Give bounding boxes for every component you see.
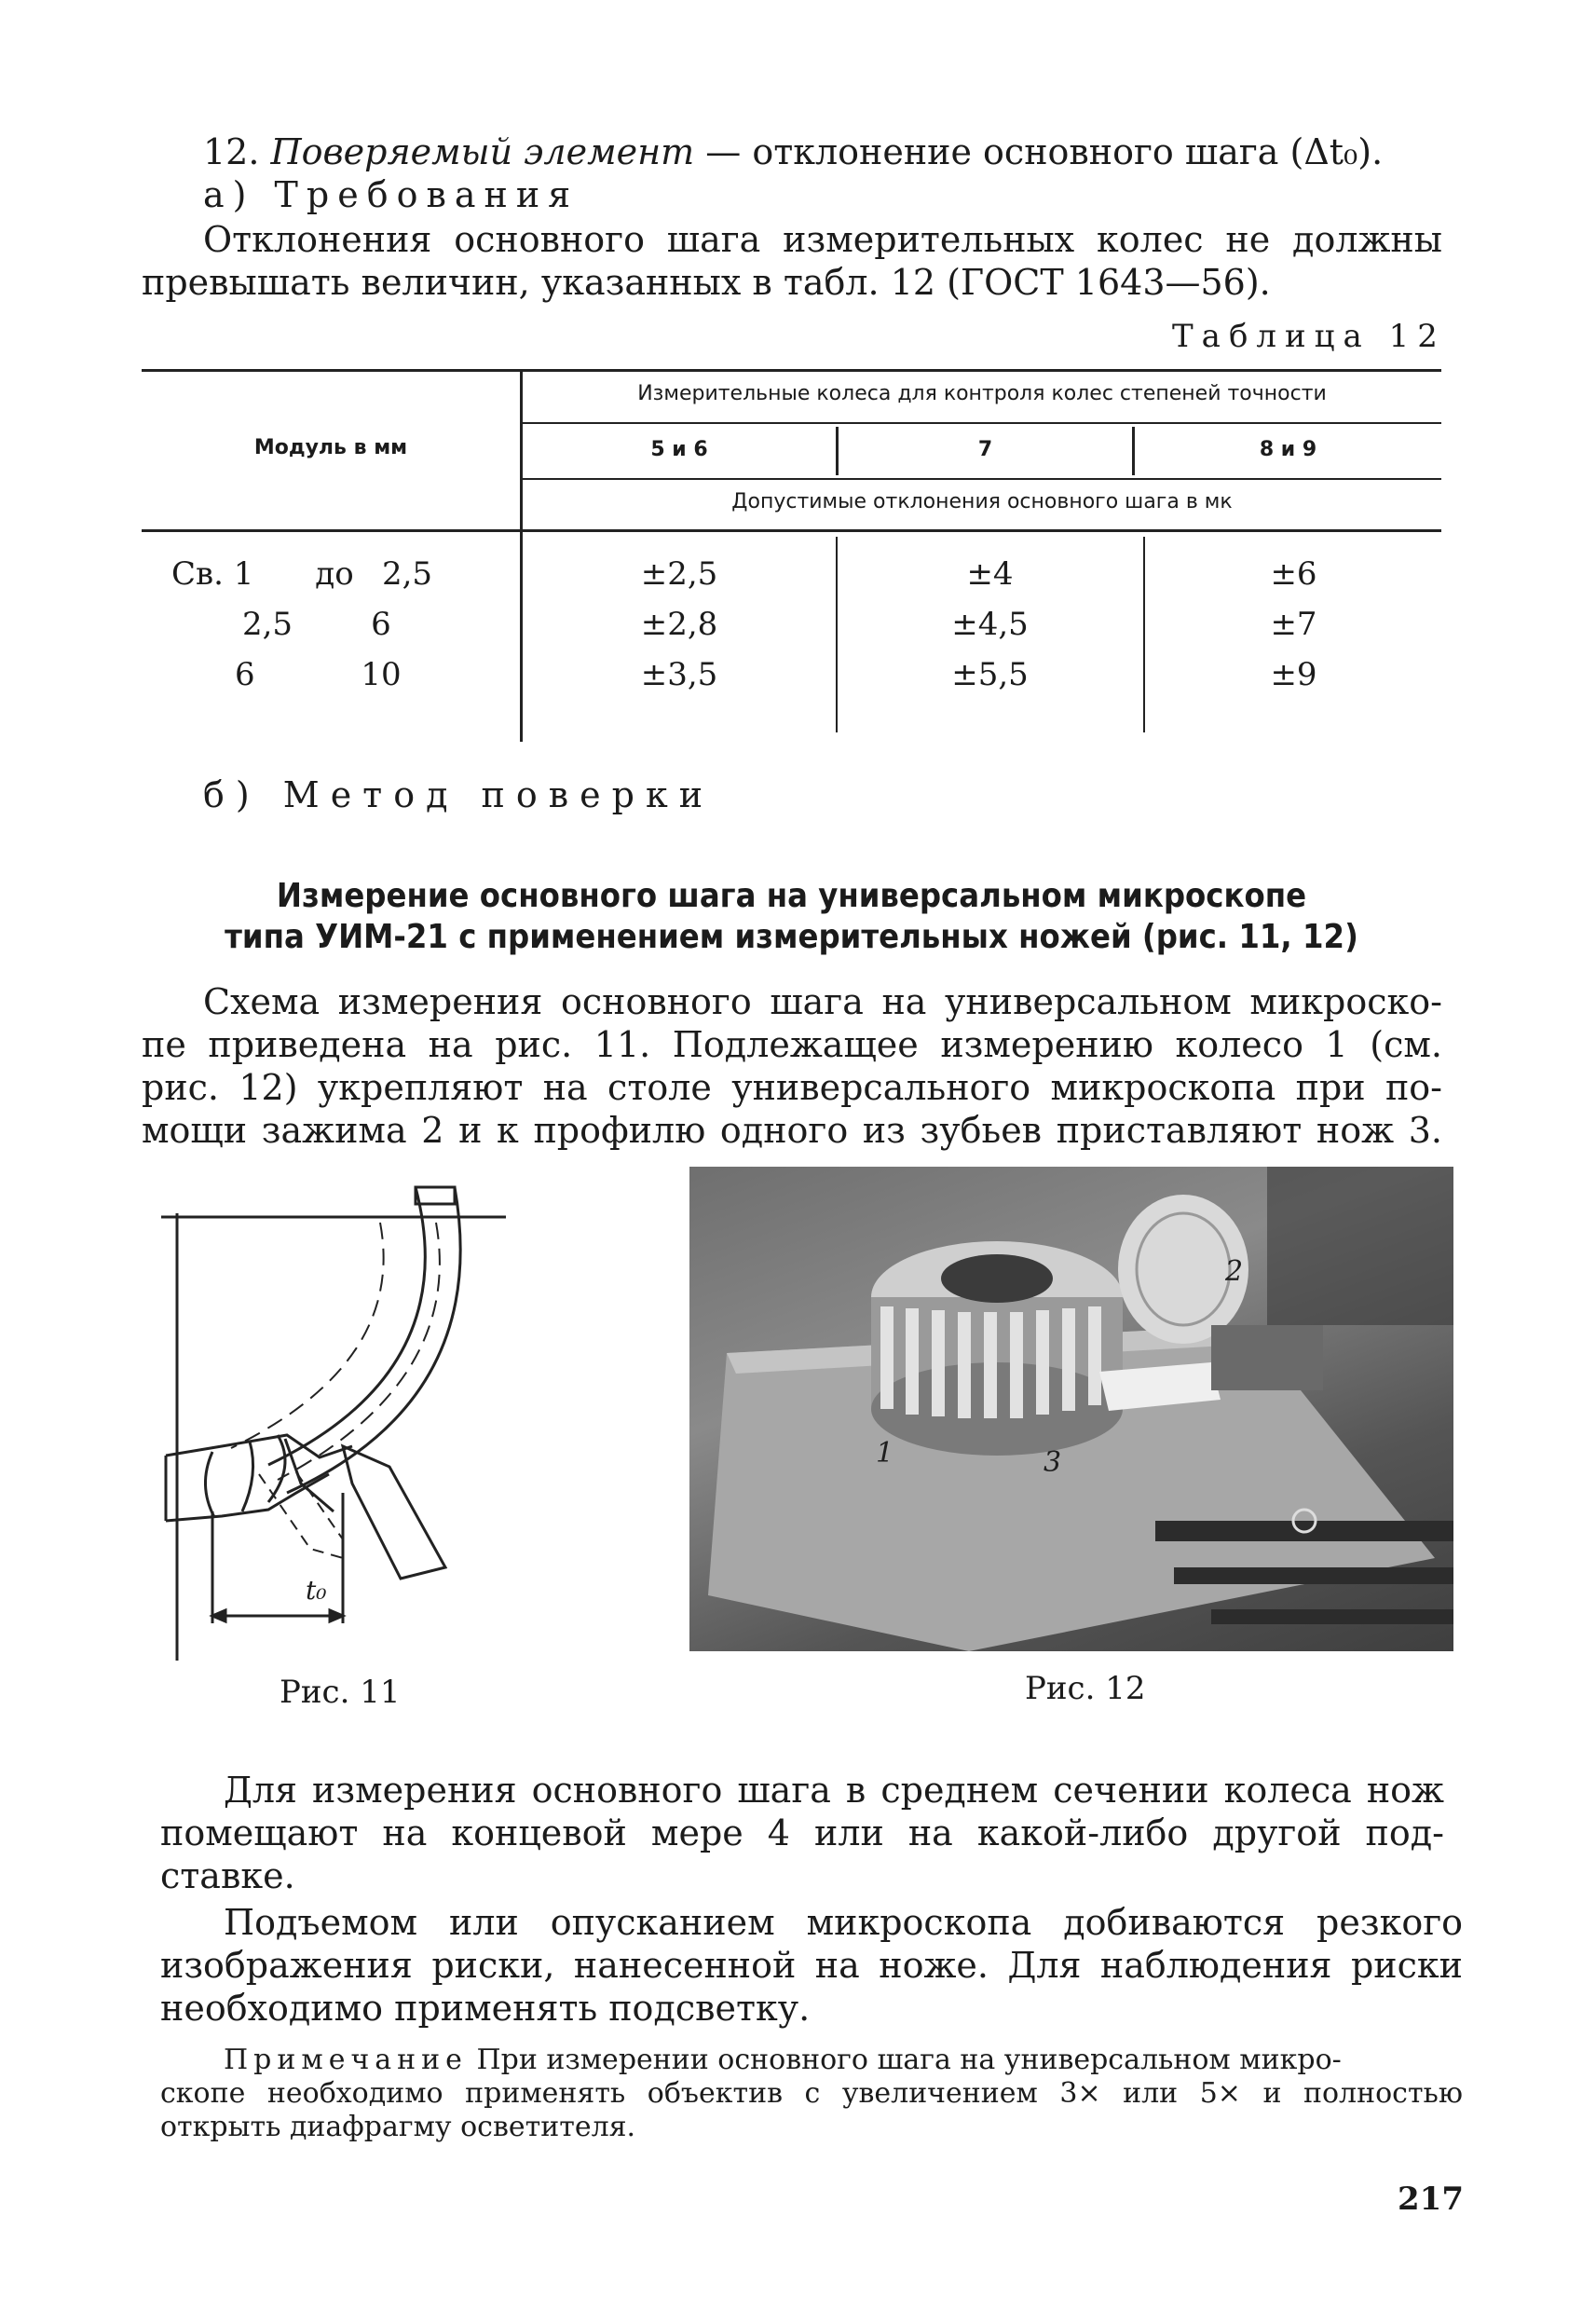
figure-12-photo <box>689 1167 1453 1651</box>
photo-label-1: 1 <box>876 1437 894 1470</box>
class-header-1: 5 и 6 <box>650 438 708 461</box>
cell-from: 2,5 <box>241 606 293 643</box>
paragraph-line: мощи зажима 2 и к профилю одного из зубьев приставляют нож 3. <box>142 1110 1442 1151</box>
microscope-photo-illustration <box>689 1167 1453 1651</box>
class-header-2: 7 <box>977 438 993 461</box>
method-label: б) Метод поверки <box>203 774 715 815</box>
paragraph-line: пе приведена на рис. 11. Подлежащее измерению колесо 1 (см. <box>142 1024 1442 1065</box>
dimension-label-t0: t₀ <box>306 1575 327 1606</box>
note-text: При измерении основного шага на универсальном микро- <box>476 2044 1342 2076</box>
figure-11 <box>157 1176 529 1661</box>
note-label: Примечание <box>224 2044 468 2076</box>
note-line3: открыть диафрагму осветителя. <box>160 2111 636 2143</box>
cell-value: ±2,8 <box>640 606 718 643</box>
method-heading-line1: Измерение основного шага на универсальном микроскопе <box>276 877 1307 915</box>
table-row <box>142 656 1441 703</box>
paragraph-line: Схема измерения основного шага на универсальном микроско- <box>203 981 1442 1022</box>
note-line2: скопе необходимо применять объектив с увеличением 3× или 5× и полностью <box>160 2077 1463 2110</box>
sub-header: Допустимые отклонения основного шага в мк <box>731 490 1233 513</box>
section-italic-title: Поверяемый элемент <box>270 131 695 172</box>
cell-value: ±4,5 <box>951 606 1029 643</box>
section-title-rest: — отклонение основного шага (Δt₀). <box>705 131 1384 172</box>
figure-12-caption: Рис. 12 <box>1025 1670 1146 1707</box>
requirements-text-line1: Отклонения основного шага измерительных колес не должны <box>203 219 1442 260</box>
requirements-label: а) Требования <box>203 174 580 215</box>
note-line1 <box>224 2044 1463 2076</box>
table-caption: Таблица 12 <box>1172 318 1446 355</box>
cell-value: ±3,5 <box>640 656 718 693</box>
cell-to: 6 <box>371 606 391 643</box>
section-heading <box>203 130 1442 173</box>
requirements-text-line2: превышать величин, указанных в табл. 12 (ГОСТ 1643—56). <box>142 262 1271 303</box>
paragraph-line: Для измерения основного шага в среднем сечении колеса нож <box>224 1770 1444 1811</box>
cell-from: Св. 1 <box>171 555 254 593</box>
paragraph-line: необходимо применять подсветку. <box>160 1988 811 2029</box>
figure-11-caption: Рис. 11 <box>280 1674 401 1711</box>
cell-value: ±7 <box>1270 606 1317 643</box>
method-heading-line2: типа УИМ-21 с применением измерительных ножей (рис. 11, 12) <box>225 918 1358 956</box>
cell-to: 10 <box>361 656 402 693</box>
paragraph-line: Подъемом или опусканием микроскопа добиваются резкого <box>224 1902 1463 1943</box>
column-header-module: Модуль в мм <box>253 436 408 459</box>
gear-tooth-diagram <box>157 1176 529 1661</box>
cell-value: ±4 <box>966 555 1014 593</box>
paragraph-line: ставке. <box>160 1855 295 1896</box>
paragraph-line: помещают на концевой мере 4 или на какой-либо другой под- <box>160 1812 1444 1853</box>
class-header-3: 8 и 9 <box>1259 438 1317 461</box>
photo-label-2: 2 <box>1225 1255 1244 1288</box>
cell-value: ±9 <box>1270 656 1317 693</box>
cell-from: 6 <box>235 656 255 693</box>
page-number: 217 <box>1398 2181 1464 2218</box>
table-row <box>142 555 1441 602</box>
cell-to: 2,5 <box>381 555 433 593</box>
cell-value: ±5,5 <box>951 656 1029 693</box>
cell-value: ±6 <box>1270 555 1317 593</box>
section-number: 12. <box>203 131 260 172</box>
paragraph-line: изображения риски, нанесенной на ноже. Для наблюдения риски <box>160 1945 1463 1986</box>
group-header: Измерительные колеса для контроля колес степеней точности <box>637 382 1327 405</box>
cell-value: ±2,5 <box>640 555 718 593</box>
paragraph-line: рис. 12) укрепляют на столе универсального микроскопа при по- <box>142 1067 1442 1108</box>
cell-to-label: до <box>315 555 354 593</box>
deviation-table <box>142 369 1441 742</box>
table-row <box>142 606 1441 652</box>
photo-label-3: 3 <box>1044 1446 1062 1479</box>
